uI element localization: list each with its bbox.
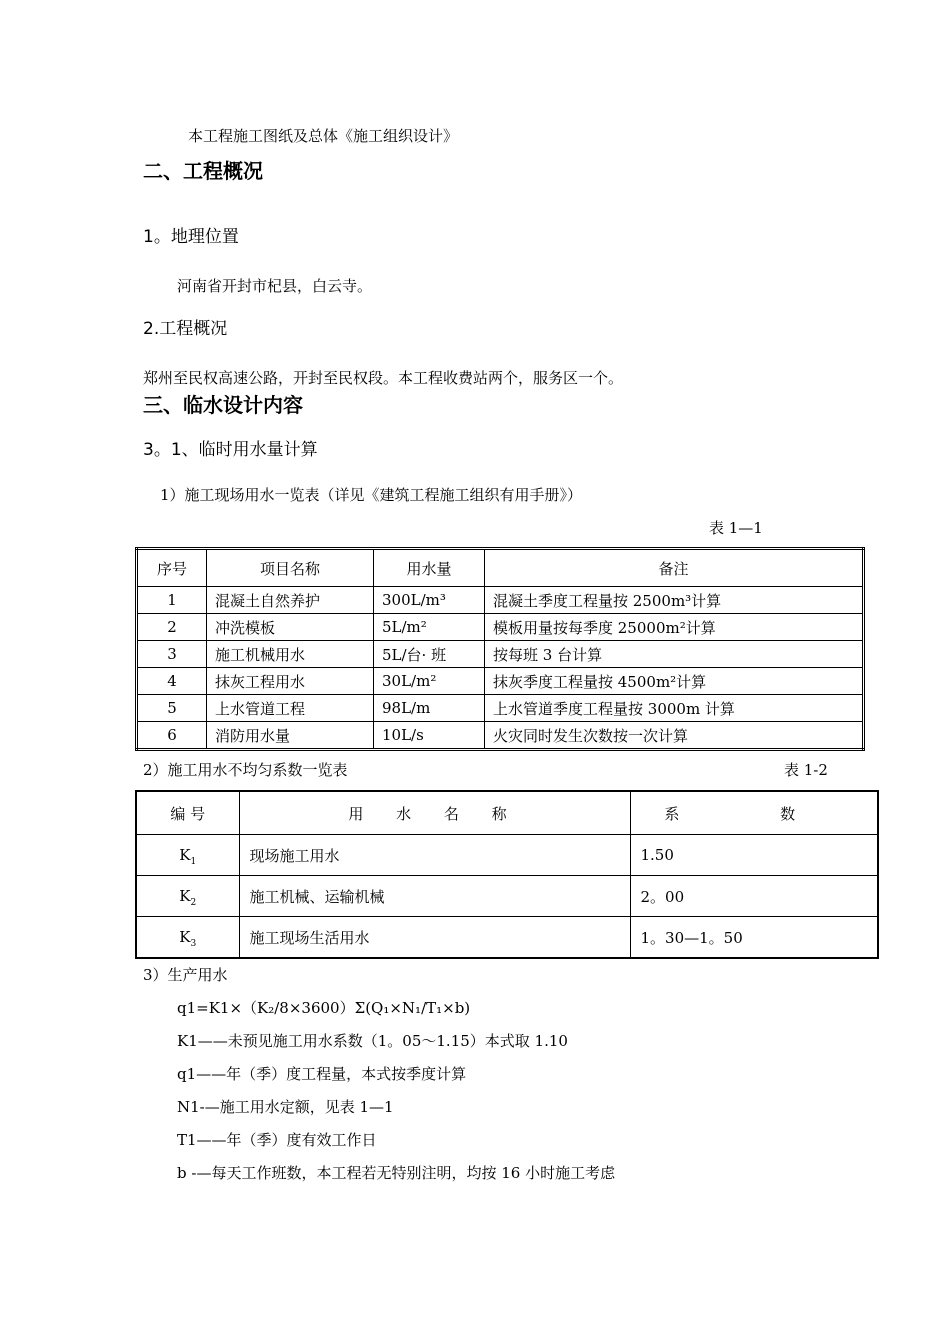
table-row	[136, 835, 878, 876]
overview-text: 郑州至民权高速公路，开封至民权段。本工程收费站两个，服务区一个。	[143, 369, 624, 387]
row-number: 3	[137, 641, 207, 668]
usage-name: 施工机械、运输机械	[239, 876, 630, 917]
remark: 抹灰季度工程量按 4500m²计算	[485, 668, 864, 695]
table-row	[137, 614, 864, 641]
water-quantity: 5L/台· 班	[374, 641, 485, 668]
water-quantity: 5L/m²	[374, 614, 485, 641]
header-cell: 编 号	[136, 791, 239, 835]
item-name: 上水管道工程	[207, 695, 374, 722]
formula-definition: N1-—施工用水定额，见表 1—1	[177, 1098, 394, 1116]
table-row	[137, 668, 864, 695]
table-row	[136, 917, 878, 959]
coefficient-id: $K_2$	[136, 876, 239, 917]
header-cell: 序号	[137, 549, 207, 587]
header-text: 系 数	[664, 804, 844, 823]
table-row	[137, 695, 864, 722]
item-name: 施工机械用水	[207, 641, 374, 668]
table-1-caption: 1）施工现场用水一览表（详见《建筑工程施工组织有用手册》）	[160, 486, 583, 504]
header-cell: 项目名称	[207, 549, 374, 587]
table-2-caption: 2）施工用水不均匀系数一览表	[143, 761, 348, 779]
item-name: 抹灰工程用水	[207, 668, 374, 695]
formula-definition: b -—每天工作班数，本工程若无特别注明，均按 16 小时施工考虑	[177, 1164, 616, 1182]
row-number: 1	[137, 587, 207, 614]
table-1-label: 表 1—1	[709, 519, 763, 537]
subsection-overview-heading: 2.工程概况	[143, 319, 228, 339]
coefficient-id: $K_3$	[136, 917, 239, 959]
water-usage-table	[135, 547, 865, 751]
coefficient-value: 1.50	[630, 835, 878, 876]
coefficient-value: 2。00	[630, 876, 878, 917]
formula-definition: T1——年（季）度有效工作日	[177, 1131, 377, 1149]
production-water-heading: 3）生产用水	[143, 966, 228, 984]
table-header-row	[136, 791, 878, 835]
table-row	[137, 641, 864, 668]
item-name: 冲洗模板	[207, 614, 374, 641]
formula-definition: q1——年（季）度工程量，本式按季度计算	[177, 1065, 467, 1083]
table-2-label: 表 1-2	[784, 761, 828, 779]
table-header-row	[137, 549, 864, 587]
section-2-heading: 二、工程概况	[143, 159, 263, 183]
row-number: 2	[137, 614, 207, 641]
header-cell	[239, 791, 630, 835]
water-quantity: 30L/m²	[374, 668, 485, 695]
remark: 按每班 3 台计算	[485, 641, 864, 668]
row-number: 6	[137, 722, 207, 750]
item-name: 混凝土自然养护	[207, 587, 374, 614]
header-cell: 用水量	[374, 549, 485, 587]
coefficient-value: 1。30—1。50	[630, 917, 878, 959]
section-3-heading: 三、临水设计内容	[143, 393, 303, 417]
usage-name: 现场施工用水	[239, 835, 630, 876]
remark: 上水管道季度工程量按 3000m 计算	[485, 695, 864, 722]
production-formula: q1=K1×（K₂/8×3600）Σ(Q₁×N₁/T₁×b)	[177, 999, 471, 1017]
subsection-location-heading: 1。地理位置	[143, 227, 239, 247]
remark: 模板用量按每季度 25000m²计算	[485, 614, 864, 641]
coefficient-id: $K_1$	[136, 835, 239, 876]
table-row	[137, 587, 864, 614]
coefficient-table	[135, 790, 879, 959]
water-quantity: 98L/m	[374, 695, 485, 722]
location-text: 河南省开封市杞县，白云寺。	[177, 277, 373, 295]
table-row	[136, 876, 878, 917]
formula-definition: K1——未预见施工用水系数（1。05～1.15）本式取 1.10	[177, 1032, 568, 1050]
water-quantity: 300L/m³	[374, 587, 485, 614]
row-number: 5	[137, 695, 207, 722]
row-number: 4	[137, 668, 207, 695]
header-text: 用 水 名 称	[348, 804, 521, 823]
subsection-water-calc-heading: 3。1、临时用水量计算	[143, 440, 318, 460]
intro-line: 本工程施工图纸及总体《施工组织设计》	[188, 127, 459, 145]
remark: 混凝土季度工程量按 2500m³计算	[485, 587, 864, 614]
table-row	[137, 722, 864, 750]
remark: 火灾同时发生次数按一次计算	[485, 722, 864, 750]
item-name: 消防用水量	[207, 722, 374, 750]
water-quantity: 10L/s	[374, 722, 485, 750]
usage-name: 施工现场生活用水	[239, 917, 630, 959]
header-cell: 备注	[485, 549, 864, 587]
header-cell	[630, 791, 878, 835]
